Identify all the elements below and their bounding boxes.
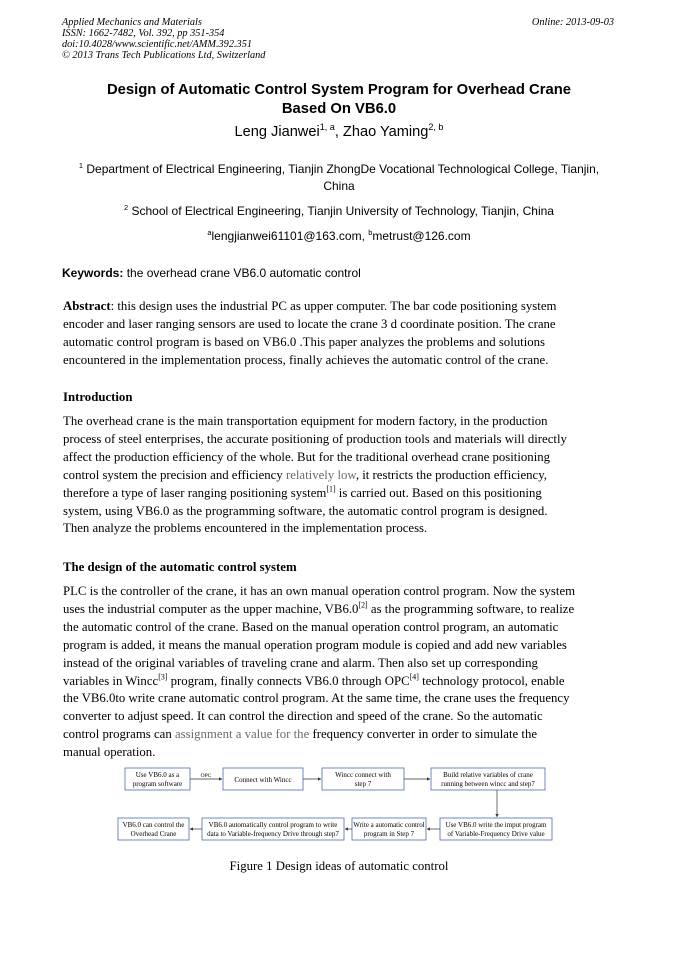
paper-title-line2: Based On VB6.0: [281, 101, 397, 117]
flow-box-input-program-l1: Use VB6.0 write the imput program: [445, 821, 547, 829]
design-line-4: program is added, it means the manual operation program module is copied and add new variables: [63, 637, 567, 652]
section-heading-introduction: Introduction: [63, 390, 133, 404]
design-line-9c: frequency converter in order to simulate the: [309, 727, 538, 742]
flow-box-connect-wincc-text: Connect with Wincc: [234, 776, 292, 784]
flow-box-input-program-l2: of Variable-Frequency Drive value: [447, 830, 545, 838]
intro-line-4-highlight: relatively low: [285, 467, 356, 482]
flow-box-build-variables-l2: running between wincc and step7: [441, 780, 535, 788]
design-line-9-highlight: assignment a value for the: [174, 727, 310, 742]
flow-box-vb6-write-data-l2: data to Variable-frequency Drive through step7: [207, 830, 339, 838]
flow-box-write-program: [352, 818, 426, 840]
affiliation-1-line2: China: [323, 179, 355, 193]
affiliation-2-number: 2: [124, 203, 129, 212]
design-line-8: converter to adjust speed. It can control the direction and speed of the crane. So the automatic: [63, 709, 543, 724]
introduction-paragraph: [63, 413, 615, 538]
flow-box-wincc-step7-l2: step 7: [354, 780, 372, 788]
flow-box-input-program: [440, 818, 552, 840]
abstract-line-1: [63, 298, 615, 316]
design-line-3: the automatic control of the crane. Based on the manual operation control program, an automatic: [63, 619, 559, 634]
abstract-paragraph: [63, 298, 615, 370]
email-a: lengjianwei61101@163.com,: [211, 229, 369, 243]
keywords: [62, 266, 361, 280]
author-2-affil: 2, b: [428, 122, 444, 133]
affiliation-1-number: 1: [78, 161, 84, 170]
intro-line-3: affect the production efficiency of the whole. But for the traditional overhead crane positioning: [63, 449, 551, 464]
flow-box-connect-wincc: [223, 768, 303, 790]
citation-2: [2]: [358, 600, 368, 610]
intro-line-6: system, using VB6.0 as the programming software, the automatic control program is designed.: [63, 503, 548, 518]
design-line-2: [63, 601, 615, 619]
intro-line-4c: , it restricts the production efficiency,: [355, 467, 548, 482]
flow-box-control-crane-l2: Overhead Crane: [130, 830, 177, 838]
flow-box-control-crane: [118, 818, 189, 840]
flow-diagram: [0, 760, 678, 856]
flow-box-build-variables: [431, 768, 545, 790]
design-paragraph: [63, 583, 615, 762]
affiliation-2-text: School of Electrical Engineering, Tianjin University of Technology, Tianjin, China: [128, 204, 554, 218]
intro-line-4: [63, 467, 615, 485]
flow-box-build-variables-l1: Build relative variables of crane: [443, 771, 533, 779]
doi-line: doi:10.4028/www.scientific.net/AMM.392.351: [62, 39, 252, 50]
author-1: Leng Jianwei: [234, 124, 320, 140]
paper-title-line1: Design of Automatic Control System Program for Overhead Crane: [107, 82, 571, 98]
design-line-10: manual operation.: [63, 745, 156, 760]
design-line-6: [63, 673, 615, 691]
online-date: Online: 2013-09-03: [531, 17, 614, 28]
author-1-affil: 1, a: [319, 122, 335, 133]
intro-line-2: process of steel enterprises, the accurate positioning of production tools and materials will directly: [63, 431, 567, 446]
design-line-6a: variables in Wincc: [63, 673, 159, 688]
affiliation-1-text: Department of Electrical Engineering, Tianjin ZhongDe Vocational Technological College, Tianjin,: [83, 162, 600, 176]
intro-line-4a: control system the precision and efficiency: [63, 467, 286, 482]
issn-line: ISSN: 1662-7482, Vol. 392, pp 351-354: [62, 28, 225, 39]
design-line-6c: technology protocol, enable: [418, 673, 565, 688]
figure-caption: Figure 1 Design ideas of automatic control: [229, 859, 449, 873]
abstract-line-4: encountered in the implementation process, finally achieves the automatic control of the crane.: [63, 352, 549, 367]
copyright-line: © 2013 Trans Tech Publications Ltd, Switzerland: [62, 50, 266, 61]
abstract-text-1: : this design uses the industrial PC as upper computer. The bar code positioning system: [110, 299, 557, 313]
abstract-label: Abstract: [63, 299, 111, 313]
flow-box-use-vb6-l2: program software: [132, 780, 183, 788]
abstract-line-2: encoder and laser ranging sensors are used to locate the crane 3 d coordinate position. The crane: [63, 316, 556, 331]
email-b: metrust@126.com: [372, 229, 471, 243]
design-line-6b: program, finally connects VB6.0 through OPC: [167, 673, 410, 688]
affiliation-2: [62, 203, 616, 220]
flow-box-control-crane-l1: VB6.0 can control the: [122, 821, 185, 829]
flow-box-wincc-step7: [322, 768, 404, 790]
citation-4: [4]: [409, 672, 419, 682]
author-separator: ,: [334, 124, 343, 140]
flow-box-vb6-write-data: [202, 818, 344, 840]
intro-line-7: Then analyze the problems encountered in the implementation process.: [63, 521, 428, 536]
design-line-7: the VB6.0to write crane automatic control program. At the same time, the crane uses the frequency: [63, 691, 570, 706]
intro-line-5a: therefore a type of laser ranging positioning system: [63, 485, 327, 500]
author-list: [40, 124, 638, 140]
flow-box-use-vb6: [125, 768, 190, 790]
intro-line-1: The overhead crane is the main transportation equipment for modern factory, in the production: [63, 414, 548, 428]
abstract-line-3: automatic control program is based on VB6.0 .This paper analyzes the problems and solutions: [63, 334, 546, 349]
design-line-1: PLC is the controller of the crane, it has an own manual operation control program. Now the system: [63, 584, 576, 598]
flow-box-write-program-l2: program in Step 7: [363, 830, 415, 838]
flow-box-vb6-write-data-l1: VB6.0 automatically control program to write: [208, 821, 338, 829]
section-heading-design: The design of the automatic control system: [63, 560, 297, 574]
intro-line-5b: is carried out. Based on this positioning: [335, 485, 542, 500]
citation-3: [3]: [158, 672, 168, 682]
keywords-text: the overhead crane VB6.0 automatic control: [123, 266, 361, 280]
flow-box-wincc-step7-l1: Wincc connect with: [335, 771, 391, 779]
flow-label-opc: OPC: [200, 773, 212, 779]
design-line-5: instead of the original variables of traveling crane and alarm. Then also set up corresponding: [63, 655, 538, 670]
author-2: Zhao Yaming: [342, 124, 429, 140]
keywords-label: Keywords:: [62, 266, 124, 280]
journal-name: Applied Mechanics and Materials: [62, 17, 202, 28]
flow-box-use-vb6-l1: Use VB6.0 as a: [135, 771, 180, 779]
intro-line-5: [63, 485, 615, 503]
design-line-9a: control programs can: [63, 727, 175, 742]
email-a-mark: a: [207, 228, 212, 237]
flow-box-write-program-l1: Write a automatic control: [353, 821, 425, 829]
design-line-2b: as the programming software, to realize: [367, 601, 575, 616]
author-emails: [62, 228, 616, 245]
citation-1: [1]: [326, 484, 336, 494]
email-b-mark: b: [368, 228, 373, 237]
design-line-9: [63, 726, 615, 744]
design-line-2a: uses the industrial computer as the upper machine, VB6.0: [63, 601, 359, 616]
affiliation-1-line1: [62, 161, 616, 178]
